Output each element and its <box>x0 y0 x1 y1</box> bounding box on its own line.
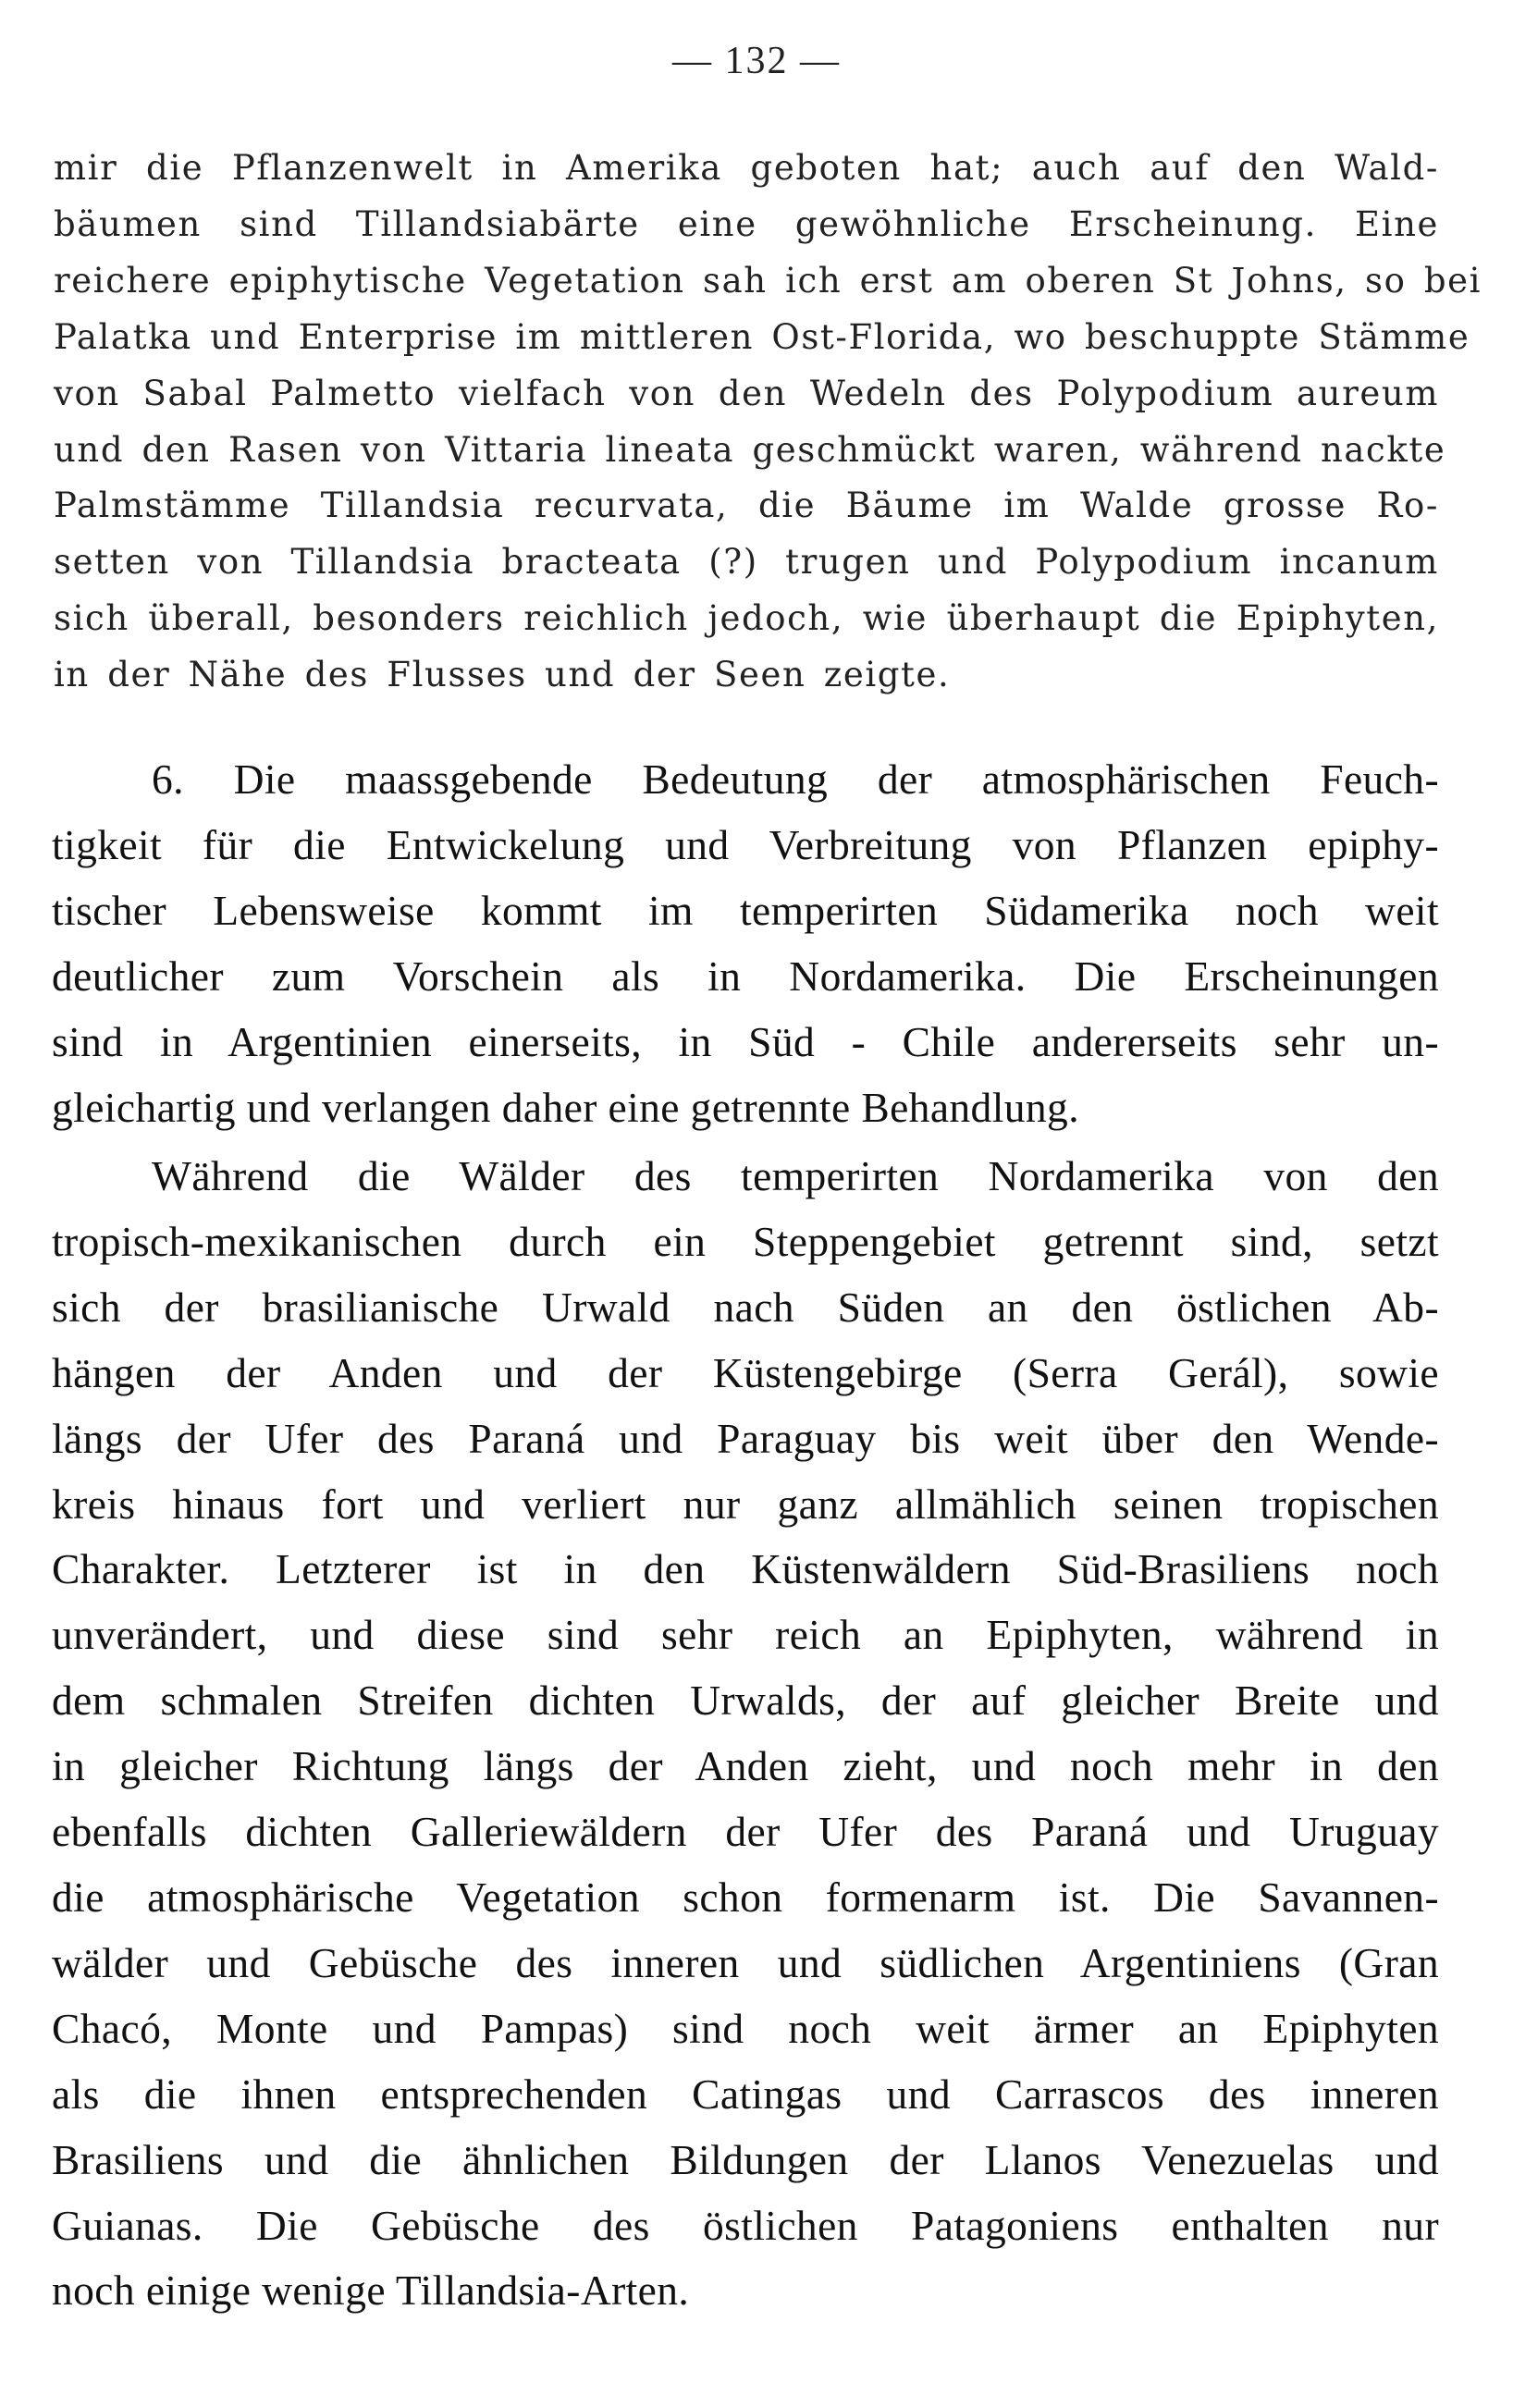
text-line: bäumen sind Tillandsiabärte eine gewöhnliche Erscheinung. Eine <box>54 203 1439 244</box>
text-line: tropisch-mexikanischen durch ein Steppengebiet getrennt sind, setzt <box>52 1217 1439 1265</box>
paragraph-florida <box>54 141 1482 704</box>
text-line: noch einige wenige Tillandsia-Arten. <box>52 2267 690 2315</box>
text-line: von Sabal Palmetto vielfach von den Wedeln des Polypodium aureum <box>54 373 1439 413</box>
text-line: kreis hinaus fort und verliert nur ganz allmählich seinen tropischen <box>52 1480 1439 1528</box>
text-line: als die ihnen entsprechenden Catingas und Carrascos des inneren <box>52 2070 1439 2118</box>
text-line: setten von Tillandsia bracteata (?) trugen und Polypodium incanum <box>54 542 1439 583</box>
text-line: Charakter. Letzterer ist in den Küstenwäldern Süd-Brasiliens noch <box>52 1545 1439 1593</box>
text-line: Während die Wälder des temperirten Nordamerika von den <box>152 1152 1439 1199</box>
text-line: tigkeit für die Entwickelung und Verbreitung von Pflanzen epiphy- <box>52 820 1439 868</box>
text-line: Palmstämme Tillandsia recurvata, die Bäume im Walde grosse Ro- <box>54 485 1439 526</box>
paragraph-section-6 <box>52 747 1439 1140</box>
text-line: reichere epiphytische Vegetation sah ich erst am oberen St Johns, so bei <box>54 260 1482 301</box>
text-line: Guianas. Die Gebüsche des östlichen Patagoniens enthalten nur <box>52 2201 1439 2249</box>
text-line: 6. Die maassgebende Bedeutung der atmosphärischen Feuch- <box>152 756 1439 803</box>
text-line: sich der brasilianische Urwald nach Süden an den östlichen Ab- <box>52 1283 1439 1331</box>
text-line: sich überall, besonders reichlich jedoch, wie überhaupt die Epiphyten, <box>54 598 1439 639</box>
paragraph-south-america-forests <box>52 1144 1439 2324</box>
text-line: sind in Argentinien einerseits, in Süd - Chile andererseits sehr un- <box>52 1017 1439 1065</box>
text-line: wälder und Gebüsche des inneren und südlichen Argentiniens (Gran <box>52 1938 1439 1986</box>
text-line: die atmosphärische Vegetation schon formenarm ist. Die Savannen- <box>52 1873 1439 1921</box>
text-line: ebenfalls dichten Galleriewäldern der Ufer des Paraná und Uruguay <box>52 1808 1439 1856</box>
text-line: hängen der Anden und der Küstengebirge (Serra Gerál), sowie <box>52 1348 1439 1396</box>
text-line: und den Rasen von Vittaria lineata geschmückt waren, während nackte <box>54 429 1446 470</box>
page-number: — 132 — <box>672 40 841 82</box>
text-line: mir die Pflanzenwelt in Amerika geboten hat; auch auf den Wald- <box>54 148 1439 188</box>
text-line: gleichartig und verlangen daher eine getrennte Behandlung. <box>52 1083 1079 1131</box>
text-line: Chacó, Monte und Pampas) sind noch weit ärmer an Epiphyten <box>52 2004 1439 2052</box>
text-line: in der Nähe des Flusses und der Seen zeigte. <box>54 655 951 695</box>
text-line: dem schmalen Streifen dichten Urwalds, der auf gleicher Breite und <box>52 1677 1439 1725</box>
text-line: tischer Lebensweise kommt im temperirten Südamerika noch weit <box>52 886 1439 934</box>
text-line: unverändert, und diese sind sehr reich an Epiphyten, während in <box>52 1611 1439 1659</box>
text-line: Brasiliens und die ähnlichen Bildungen der Llanos Venezuelas und <box>52 2135 1439 2183</box>
text-line: längs der Ufer des Paraná und Paraguay bis weit über den Wende- <box>52 1414 1439 1462</box>
text-line: Palatka und Enterprise im mittleren Ost-Florida, wo beschuppte Stämme <box>54 316 1470 357</box>
text-line: in gleicher Richtung längs der Anden zieht, und noch mehr in den <box>52 1742 1439 1790</box>
text-line: deutlicher zum Vorschein als in Nordamerika. Die Erscheinungen <box>52 952 1439 1000</box>
